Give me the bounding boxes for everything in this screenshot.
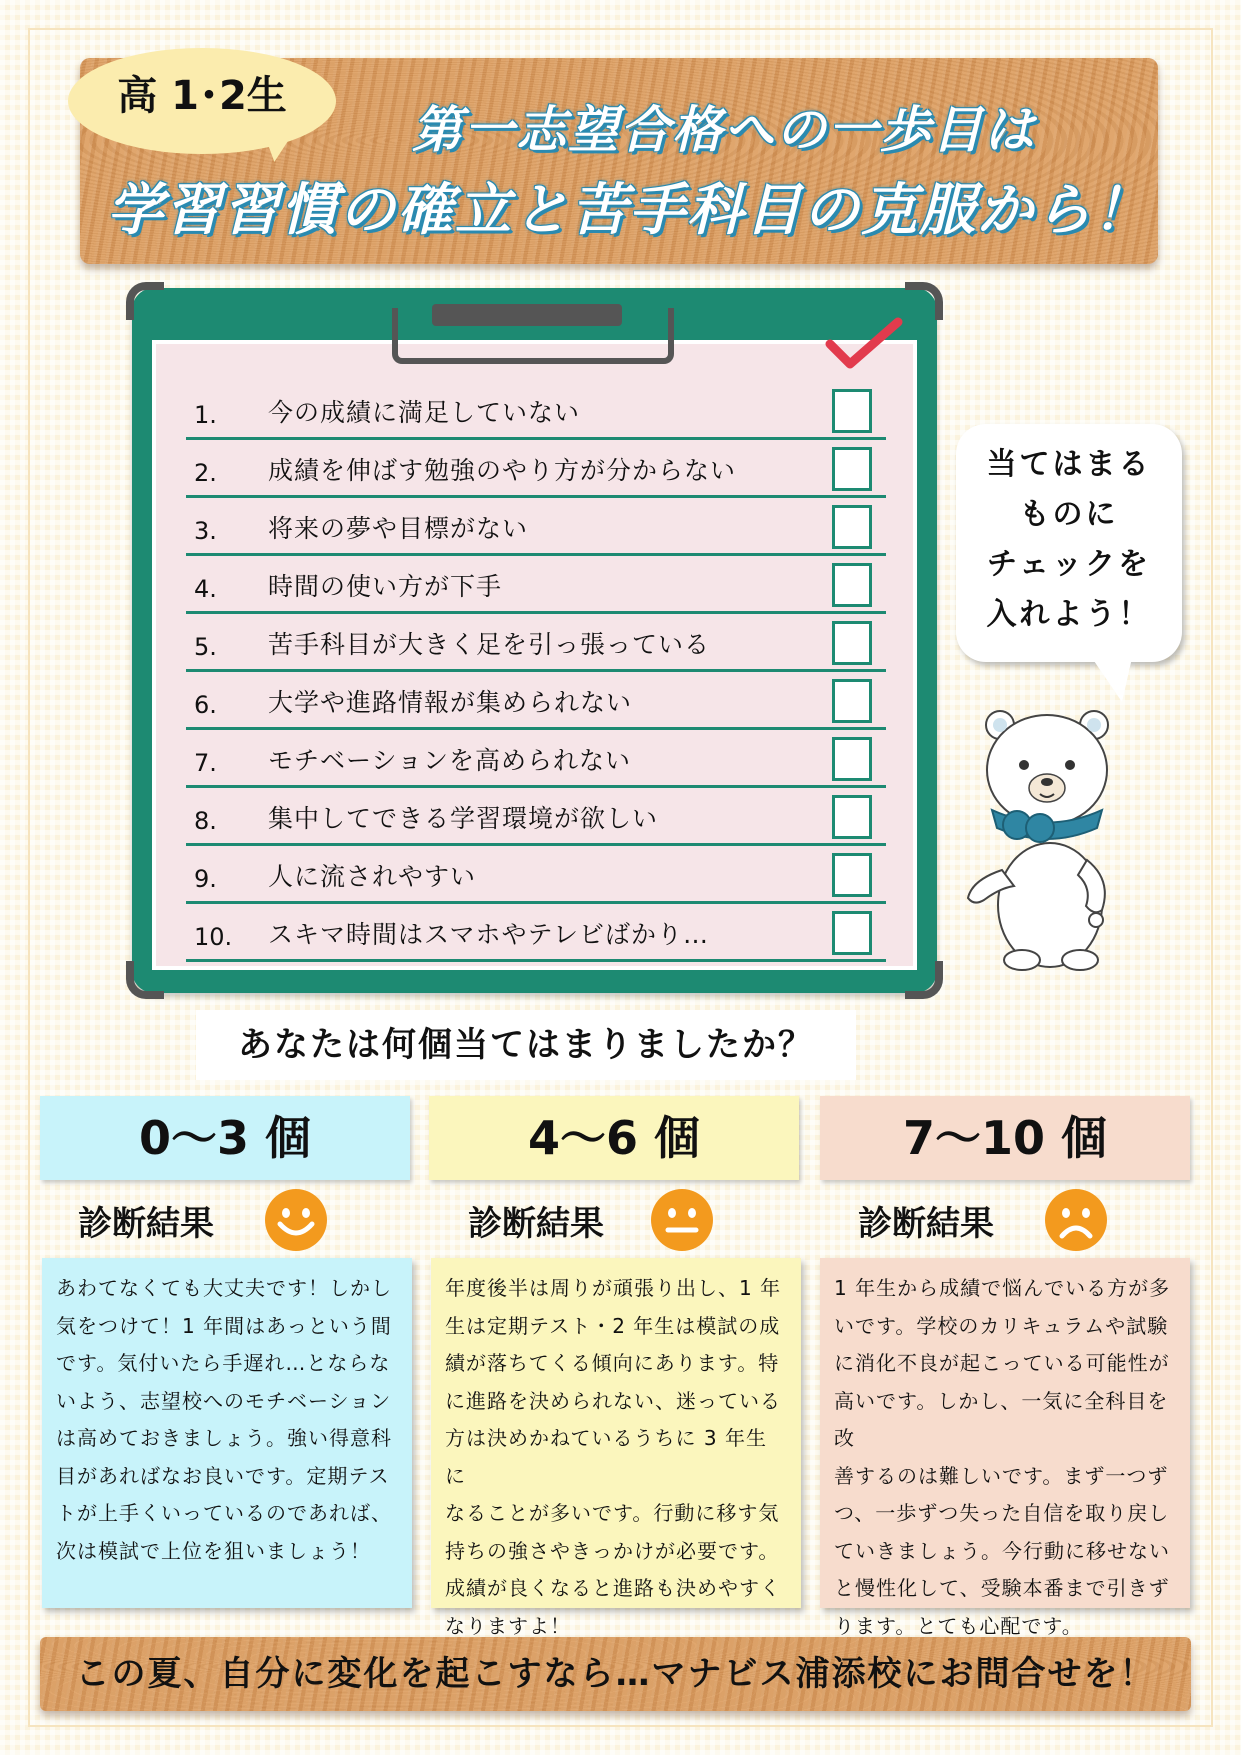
result-line: に進路を決められない、迷っている bbox=[445, 1388, 781, 1413]
bear-mascot-icon bbox=[962, 710, 1132, 980]
checkbox[interactable] bbox=[832, 853, 872, 897]
range-header-4-6: 4〜6 個 bbox=[429, 1096, 799, 1180]
checklist-item bbox=[186, 730, 886, 788]
checklist-item-text: 今の成績に満足していない bbox=[268, 398, 581, 427]
result-line: いよう、志望校へのモチベーション bbox=[56, 1388, 392, 1413]
question-banner: あなたは何個当てはまりましたか？ bbox=[196, 1010, 856, 1080]
result-line: と慢性化して、受験本番まで引きず bbox=[834, 1576, 1170, 1600]
checklist-item bbox=[186, 904, 886, 962]
result-line: 高いです。しかし、一気に全科目を改 bbox=[834, 1388, 1169, 1450]
result-line: は高めておきましょう。強い得意科 bbox=[56, 1426, 392, 1450]
checklist-item-number: 1. bbox=[194, 401, 217, 429]
checklist-item-number: 10. bbox=[194, 923, 233, 951]
checklist-item-number: 3. bbox=[194, 517, 217, 545]
checkbox[interactable] bbox=[832, 737, 872, 781]
smile-face-icon bbox=[264, 1188, 328, 1252]
checklist-item-number: 2. bbox=[194, 459, 217, 487]
checklist-item bbox=[186, 382, 886, 440]
checklist-item-text: モチベーションを高められない bbox=[268, 746, 632, 775]
result-line: 1 年生から成績で悩んでいる方が多 bbox=[834, 1276, 1171, 1300]
checklist-item-number: 5. bbox=[194, 633, 217, 661]
speech-bubble bbox=[956, 424, 1182, 662]
checkbox[interactable] bbox=[832, 679, 872, 723]
checklist-item-text: スキマ時間はスマホやテレビばかり… bbox=[268, 920, 710, 949]
checklist-item-number: 7. bbox=[194, 749, 217, 777]
speech-line: チェックを bbox=[986, 547, 1152, 582]
result-line: 目があればなお良いです。定期テス bbox=[56, 1463, 390, 1488]
checklist-item-text: 将来の夢や目標がない bbox=[268, 514, 529, 543]
checkmark-icon bbox=[824, 316, 904, 376]
checklist-item bbox=[186, 498, 886, 556]
result-line: 次は模試で上位を狙いましょう！ bbox=[56, 1538, 371, 1563]
checkbox[interactable] bbox=[832, 447, 872, 491]
checklist-item-text: 成績を伸ばす勉強のやり方が分からない bbox=[268, 456, 737, 485]
result-line: 年度後半は周りが頑張り出し、1 年 bbox=[445, 1276, 782, 1300]
checkbox[interactable] bbox=[832, 563, 872, 607]
diagnosis-label: 診断結果 bbox=[78, 1204, 214, 1244]
checklist-item bbox=[186, 614, 886, 672]
speech-line: 当てはまる bbox=[986, 447, 1152, 482]
checklist-item-number: 6. bbox=[194, 691, 217, 719]
grade-label: 高 1･2生 bbox=[117, 73, 287, 119]
checklist bbox=[186, 382, 886, 962]
result-line: 方は決めかねているうちに 3 年生に bbox=[445, 1426, 767, 1488]
checklist-item bbox=[186, 672, 886, 730]
clipboard-corner bbox=[126, 282, 164, 320]
result-text-4-6 bbox=[431, 1258, 801, 1638]
result-line: 持ちの強さやきっかけが必要です。 bbox=[445, 1538, 780, 1563]
checklist-item-text: 時間の使い方が下手 bbox=[268, 572, 503, 601]
checklist-item-text: 人に流されやすい bbox=[268, 862, 477, 891]
checkbox[interactable] bbox=[832, 795, 872, 839]
checklist-item bbox=[186, 440, 886, 498]
checklist-item bbox=[186, 788, 886, 846]
result-line: に消化不良が起こっている可能性が bbox=[834, 1351, 1170, 1375]
diagnosis-label: 診断結果 bbox=[858, 1204, 994, 1244]
speech-line: ものに bbox=[1019, 497, 1119, 532]
footer-banner: この夏、自分に変化を起こすなら…マナビス浦添校にお問合せを！ bbox=[40, 1637, 1191, 1711]
range-header-7-10: 7〜10 個 bbox=[820, 1096, 1190, 1180]
checklist-item-text: 集中してできる学習環境が欲しい bbox=[268, 804, 659, 833]
clip-icon bbox=[392, 308, 674, 364]
result-line: 生は定期テスト・2 年生は模試の成 bbox=[445, 1313, 781, 1338]
checklist-item bbox=[186, 846, 886, 904]
result-line: 成績が良くなると進路も決めやすく bbox=[445, 1576, 781, 1600]
result-line: 績が落ちてくる傾向にあります。特 bbox=[445, 1351, 780, 1375]
speech-line: 入れよう！ bbox=[986, 597, 1152, 632]
checklist-item-number: 8. bbox=[194, 807, 217, 835]
result-line: なることが多いです。行動に移す気 bbox=[445, 1501, 780, 1525]
checklist-item bbox=[186, 556, 886, 614]
result-line: 善するのは難しいです。まず一つず bbox=[834, 1463, 1169, 1488]
checkbox[interactable] bbox=[832, 389, 872, 433]
checklist-item-number: 9. bbox=[194, 865, 217, 893]
result-line: です。気付いたら手遅れ…とならな bbox=[56, 1351, 391, 1375]
checkbox[interactable] bbox=[832, 911, 872, 955]
result-line: トが上手くいっているのであれば、 bbox=[56, 1501, 392, 1525]
diagnosis-label: 診断結果 bbox=[468, 1204, 604, 1244]
title-line-2: 学習習慣の確立と苦手科目の克服から！ bbox=[107, 178, 1151, 243]
result-line: なりますよ！ bbox=[445, 1613, 571, 1638]
sad-face-icon bbox=[1044, 1188, 1108, 1252]
result-line: 気をつけて！1 年間はあっという間 bbox=[56, 1313, 392, 1338]
range-header-0-3: 0〜3 個 bbox=[40, 1096, 410, 1180]
checkbox[interactable] bbox=[832, 621, 872, 665]
result-line: いです。学校のカリキュラムや試験 bbox=[834, 1313, 1169, 1338]
grade-bubble bbox=[68, 48, 336, 154]
checklist-item-text: 苦手科目が大きく足を引っ張っている bbox=[268, 630, 711, 659]
result-line: ります。とても心配です。 bbox=[834, 1613, 1083, 1638]
result-line: ていきましょう。今行動に移せない bbox=[834, 1538, 1170, 1563]
neutral-face-icon bbox=[650, 1188, 714, 1252]
result-text-7-10 bbox=[820, 1258, 1190, 1638]
title-line-1: 第一志望合格への一歩目は bbox=[412, 101, 1036, 159]
result-text-0-3 bbox=[42, 1258, 412, 1608]
clipboard-corner bbox=[905, 282, 943, 320]
checkbox[interactable] bbox=[832, 505, 872, 549]
result-line: つ、一歩ずつ失った自信を取り戻し bbox=[834, 1501, 1170, 1525]
result-line: あわてなくても大丈夫です！しかし bbox=[56, 1276, 392, 1300]
checklist-item-text: 大学や進路情報が集められない bbox=[268, 688, 633, 717]
checklist-item-number: 4. bbox=[194, 575, 217, 603]
